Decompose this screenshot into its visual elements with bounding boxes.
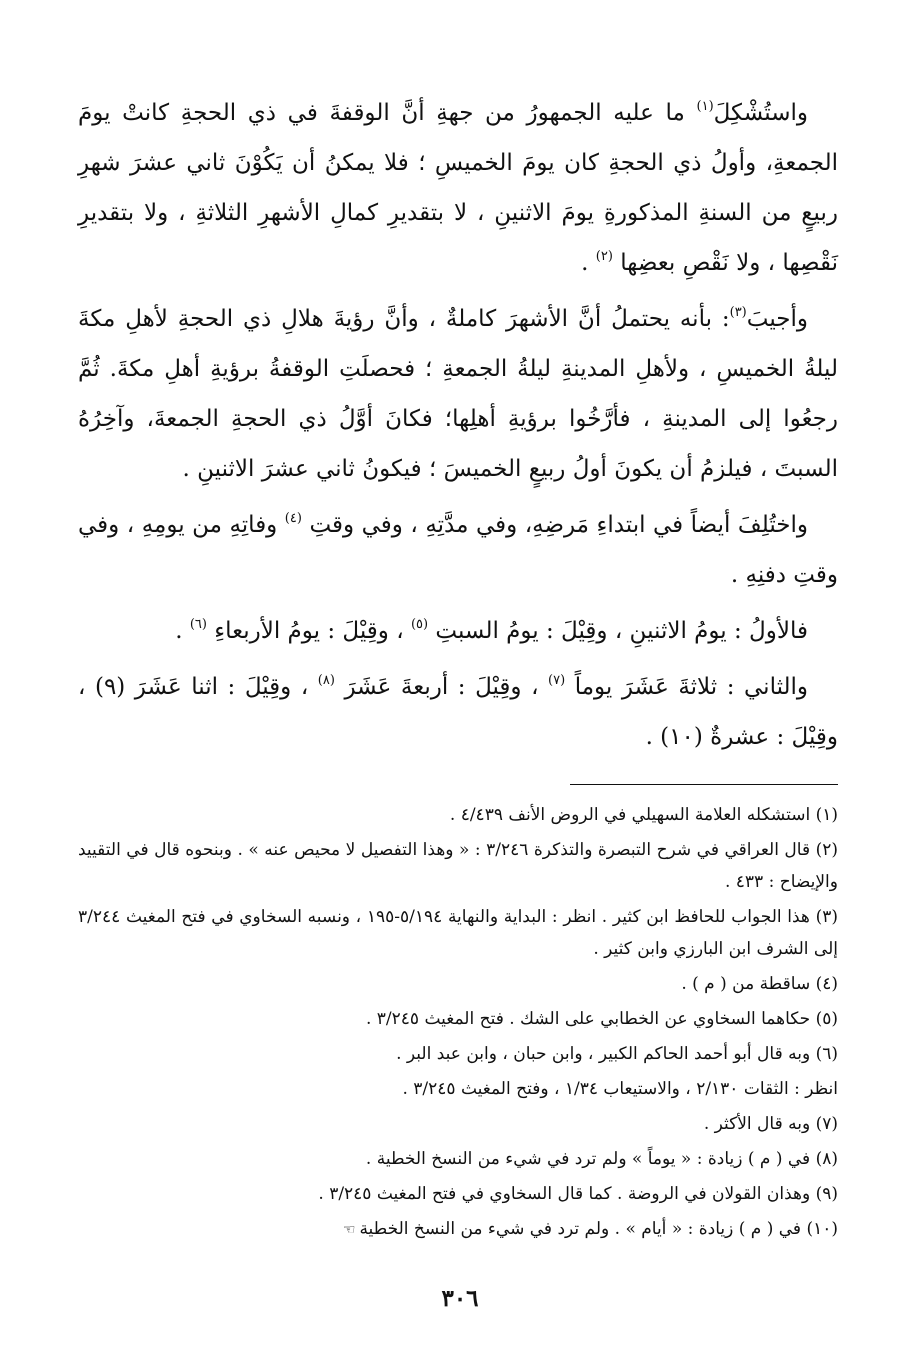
page-number: ٣٠٦ — [441, 1285, 479, 1312]
footnote-8: (٨) في ( م ) زيادة : « يوماً » ولم ترد في شيء من النسخ الخطية . — [365, 1149, 838, 1169]
continuation-hand-icon: ☜ — [342, 1222, 356, 1238]
footnote-ref-7[interactable]: (٧) — [548, 673, 566, 688]
footnote-9: (٩) وهذان القولان في الروضة . كما قال السخاوي في فتح المغيث ٣/٢٤٥ . — [318, 1184, 838, 1204]
footnote-ref-4[interactable]: (٤) — [284, 511, 302, 526]
footnote-ref-6[interactable]: (٦) — [189, 617, 207, 632]
footnote-4: (٤) ساقطة من ( م ) . — [681, 974, 838, 994]
footnote-5: (٥) حكاهما السخاوي عن الخطابي على الشك . فتح المغيث ٣/٢٤٥ . — [365, 1009, 838, 1029]
footnote-ref-2[interactable]: (٢) — [595, 249, 613, 264]
paragraph-1: واستُشْكِلَ$^{(١)}$ ما عليه الجمهورُ من جهةِ أنَّ الوقفةَ في ذي الحجةِ كانتْ يومَ الجمعةِ، وأولُ ذي الحجةِ كان يومَ الخميسِ ؛ فلا يمكنُ أن يَكُوْنَ ثاني عشرَ شهرِ ربيعٍ من السنةِ المذكورةِ يومَ الاثنينِ ، لا بتقديرِ كمالِ الأشهرِ الثلاثةِ ، ولا بتقديرِ نَقْصِها ، ولا نَقْصِ بعضِها $^{(٢)}$ . — [78, 99, 838, 276]
footnote-2: (٢) قال العراقي في شرح التبصرة والتذكرة ٣/٢٤٦ : « وهذا التفصيل لا محيص عنه » . وبنحوه قال في التقييد والإيضاح : ٤٣٣ . — [78, 840, 838, 892]
footnote-3: (٣) هذا الجواب للحافظ ابن كثير . انظر : البداية والنهاية ٥/١٩٤-١٩٥ ، ونسبه السخاوي في فتح المغيث ٣/٢٤٤ إلى الشرف ابن البارزي وابن كثير . — [78, 907, 838, 959]
paragraph-3: واختُلِفَ أيضاً في ابتداءِ مَرضِهِ، وفي مدَّتِهِ ، وفي وقتِ $^{(٤)}$ وفاتِهِ من يومِهِ ، وفي وقتِ دفنِهِ . — [78, 511, 838, 588]
footnote-10: (١٠) في ( م ) زيادة : « أيام » . ولم ترد في شيء من النسخ الخطية☜ — [342, 1219, 838, 1239]
paragraph-5: والثاني : ثلاثةَ عَشَرَ يوماً $^{(٧)}$ ، وقِيْلَ : أربعةَ عَشَرَ $^{(٨)}$ ، وقِيْلَ : اثنا عَشَرَ (٩) ، وقِيْلَ : عشرةٌ (١٠) . — [78, 673, 838, 750]
footnote-divider — [570, 784, 838, 785]
paragraph-2: وأجيبَ$^{(٣)}$: بأنه يحتملُ أنَّ الأشهرَ كاملةٌ ، وأنَّ رؤيةَ هلالِ ذي الحجةِ لأهلِ مكةَ ليلةُ الخميسِ ، ولأهلِ المدينةِ ليلةُ الجمعةِ ؛ فحصلَتِ الوقفةُ برؤيةِ أهلِ مكةَ. ثُمَّ رجعُوا إلى المدينةِ ، فأرَّخُوا برؤيةِ أهلِها؛ فكانَ أوَّلُ ذي الحجةِ الجمعةَ، وآخِرُهُ السبتَ ، فيلزمُ أن يكونَ أولُ ربيعٍ الخميسَ ؛ فيكونُ ثاني عشرَ الاثنينِ . — [78, 305, 838, 482]
footnote-1: (١) استشكله العلامة السهيلي في الروض الأنف ٤/٤٣٩ . — [449, 805, 838, 825]
footnote-6-continued: انظر : الثقات ٢/١٣٠ ، والاستيعاب ١/٣٤ ، وفتح المغيث ٣/٢٤٥ . — [402, 1079, 838, 1099]
footnote-7: (٧) وبه قال الأكثر . — [703, 1114, 838, 1134]
paragraph-4: فالأولُ : يومُ الاثنينِ ، وقِيْلَ : يومُ السبتِ $^{(٥)}$ ، وقِيْلَ : يومُ الأربعاءِ $^{(٦)}$ . — [175, 617, 808, 644]
footnote-6: (٦) وبه قال أبو أحمد الحاكم الكبير ، وابن حبان ، وابن عبد البر . — [396, 1044, 838, 1064]
footnote-ref-3[interactable]: (٣) — [729, 305, 747, 320]
footnote-ref-1[interactable]: (١) — [696, 99, 714, 114]
footnote-ref-8[interactable]: (٨) — [317, 673, 335, 688]
footnote-ref-5[interactable]: (٥) — [410, 617, 429, 632]
